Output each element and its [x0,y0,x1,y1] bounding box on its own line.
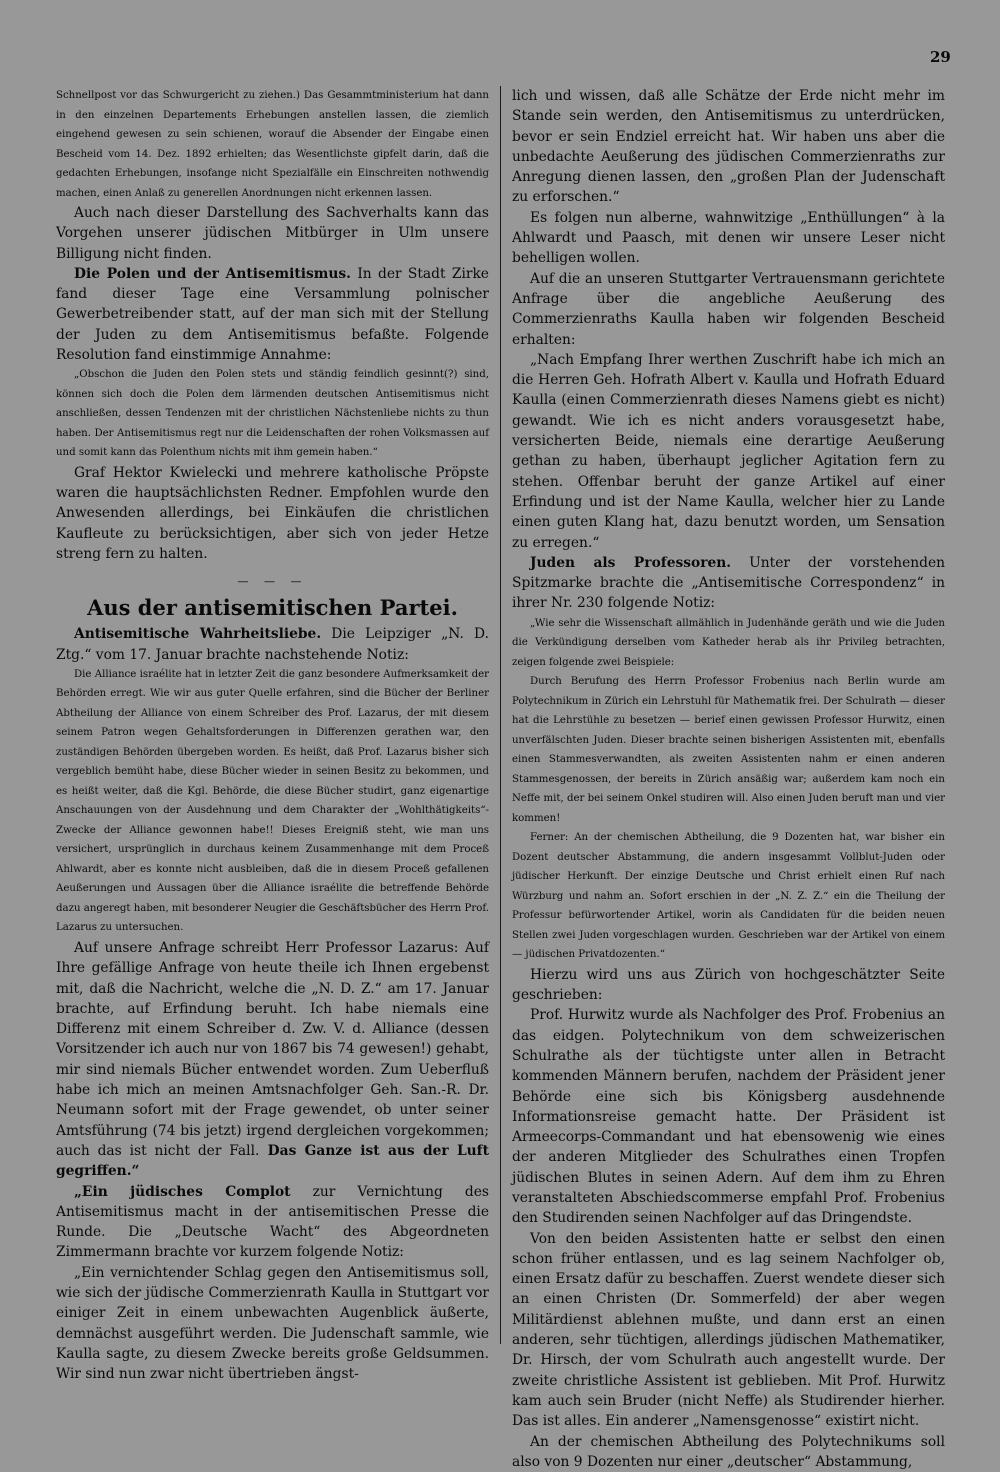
left-p3-heading: Die Polen und der Antisemitismus. [74,265,351,282]
left-p7-quote: Die Alliance israélite hat in letzter Zeit die ganz besondere Aufmerksamkeit der Behörden erregt. Wie wir aus guter Quelle erfahren, sind die Bücher der Berliner Abtheilung der Alliance von einem Schreiber des Prof. Lazarus, der mit diesem seinem Patron wegen Gehaltsforderungen in Differenzen gerathen war, den zuständigen Behörden übergeben worden. Es heißt, daß Prof. Lazarus bisher sich vergeblich bemüht habe, diese Bücher wieder in seinen Besitz zu bekommen, und es heißt weiter, daß die Kgl. Behörde, die diese Bücher studirt, ganz eigenartige Anschauungen von der Ausdehnung und dem Charakter der „Wohlthätigkeits“-Zwecke der Alliance gewonnen habe!! Dieses Ereigniß steht, wie man uns versichert, ursprünglich in durchaus keinem Zusammenhange mit dem Proceß Ahlwardt, aber es konnte nicht ausbleiben, daß die in diesem Proceß gefallenen Aeußerungen und Aussagen über die Alliance israélite die betreffende Behörde dazu angeregt haben, mit besonderer Neugier die Geschäftsbücher des Herrn Prof. Lazarus zu untersuchen. [56,668,489,934]
left-p4-quote: „Obschon die Juden den Polen stets und ständig feindlich gesinnt(?) sind, können sich doch die Polen dem lärmenden deutschen Antisemitismus nicht anschließen, dessen Tendenzen mit der christlichen Nächstenliebe nichts zu thun haben. Der Antisemitismus regt nur die Leidenschaften der rohen Volksmassen auf und somit kann das Polenthum nichts mit ihm gemein haben.“ [56,369,489,459]
left-p8-text: Auf unsere Anfrage schreibt Herr Professor Lazarus: Auf Ihre gefällige Anfrage von heute theile ich Ihnen ergebenst mit, daß die Nachricht, welche die „N. D. Z.“ am 17. Januar brachte, auf Erfindung beruht. Ich habe niemals eine Differenz mit einem Schreiber d. Zw. V. d. Alliance (dessen Vorsitzender ich auch nur von 1867 bis 74 gewesen!) gehabt, mir sind niemals Bücher entwendet worden. Zum Ueberfluß habe ich mich an meinen Amtsnachfolger Geh. San.-R. Dr. Neumann sofort mit der Frage gewendet, ob unter seiner Amtsführung (74 bis jetzt) irgend dergleichen vorgekommen; auch das ist nicht der Fall. [56,939,489,1159]
right-p7-quote: Durch Berufung des Herrn Professor Frobenius nach Berlin wurde am Polytechnikum in Zürich ein Lehrstuhl für Mathematik frei. Der Schulrath — dieser hat die Lehrstühle zu besetzen — berief einen gewissen Professor Hurwitz, einen unverfälschten Juden. Dieser brachte seinen bisherigen Assistenten mit, ebenfalls einen Stammesverwandten, als zweiten Assistenten nahm er einen anderen Stammesgenossen, der bereits in Zürich ansäßig war; außerdem kam noch ein Neffe mit, der bei seinem Onkel studiren will. Also einen Juden beruft man und vier kommen! [512,676,945,824]
right-p11: Von den beiden Assistenten hatte er selbst den einen schon früher entlassen, und es lag seinem Nachfolger ob, einen Ersatz dafür zu beschaffen. Zuerst wendete dieser sich an einen Christen (Dr. Sommerfeld) der aber wegen Militärdienst ablehnen mußte, und dann erst an einen anderen, sehr tüchtigen, allerdings jüdischen Mathematiker, Dr. Hirsch, der vom Schulrath auch angestellt wurde. Der zweite christliche Assistent ist geblieben. Mit Prof. Hurwitz kam auch sein Bruder (nicht Neffe) als Studirender hierher. Das ist alles. Ein anderer „Namensgenosse“ existirt nicht. [512,1230,945,1430]
right-p1: lich und wissen, daß alle Schätze der Erde nicht mehr im Stande sein werden, den Antisemitismus zu unterdrücken, bevor er sein Endziel erreicht hat. Wir haben uns aber die unbedachte Aeußerung des jüdischen Commerzienraths zur Anregung dienen lassen, den „großen Plan der Judenschaft zu erforschen.“ [512,88,945,206]
left-p2: Auch nach dieser Darstellung des Sachverhalts kann das Vorgehen unserer jüdischen Mitbürger in Ulm unsere Billigung nicht finden. [56,205,489,262]
right-p5-heading: Juden als Professoren. [530,554,732,571]
left-p6-text: Die Leipziger „N. D. Ztg.“ vom 17. Januar brachte nachstehende Notiz: [56,626,489,663]
left-p8-tail: Das Ganze ist aus der Luft gegriffen.“ [56,1142,489,1180]
left-p9 [56,1182,489,1263]
page-number: 29 [930,48,951,66]
right-p6-quote: „Wie sehr die Wissenschaft allmählich in Judenhände geräth und wie die Juden die Verkündigung derselben vom Katheder herab als ihr Privileg betrachten, zeigen folgende zwei Beispiele: [512,617,945,668]
right-p5-text: Unter der vorstehenden Spitzmarke brachte die „Antisemitische Correspondenz“ in ihrer Nr. 230 folgende Notiz: [512,554,946,612]
column-rule [500,86,501,1344]
right-p8-quote: Ferner: An der chemischen Abtheilung, die 9 Dozenten hat, war bisher ein Dozent deutscher Abstammung, die andern insgesammt Vollblut-Juden oder jüdischer Herkunft. Der einzige Deutsche und Christ erhielt einen Ruf nach Würzburg und nahm an. Sofort erschien in der „N. Z. Z.“ ein die Theilung der Professur befürwortender Artikel, worin als Candidaten für die beiden neuen Stellen zwei Juden vorgeschlagen wurden. Geschrieben war der Artikel von einem — jüdischen Privatdozenten.“ [512,832,945,961]
right-column [512,86,945,1472]
left-p8 [56,938,489,1182]
right-p10: Prof. Hurwitz wurde als Nachfolger des Prof. Frobenius an das eidgen. Polytechnikum von dem schweizerischen Schulrathe als der tüchtigste unter allen in Betracht kommenden Männern berufen, nachdem der Präsident jener Behörde eine sich bis Königsberg ausdehnende Informationsreise gemacht hatte. Der Präsident ist Armeecorps-Commandant und hat ebensowenig wie eines der anderen Mitglieder des Schulrathes einen Tropfen jüdischen Blutes in seinen Adern. Auf dem ihm zu Ehren veranstalteten Abschiedscommerse empfahl Prof. Frobenius den Studirenden seinen Nachfolger auf das Dringendste. [512,1007,945,1227]
left-p6-heading: Antisemitische Wahrheitsliebe. [74,626,322,643]
right-p4: „Nach Empfang Ihrer werthen Zuschrift habe ich mich an die Herren Geh. Hofrath Albert v. Kaulla und Hofrath Eduard Kaulla (einen Commerzienrath dieses Namens giebt es nicht) gewandt. Wie ich es nicht anders vorausgesetzt habe, versicherten Beide, niemals eine derartige Aeußerung gethan zu haben, überhaupt jeglicher Agitation fern zu stehen. Offenbar beruht der ganze Artikel auf einer Erfindung und ist der Name Kaulla, welcher hier zu Lande einen guten Klang hat, dazu benutzt worden, um Sensation zu erregen.“ [512,351,945,551]
left-p1: Schnellpost vor das Schwurgericht zu ziehen.) Das Gesammtministerium hat dann in den einzelnen Departements Erhebungen anstellen lassen, die ziemlich eingehend gewesen zu sein schienen, worauf die Absender der Eingabe einen Bescheid vom 14. Dez. 1892 erhielten; das Wesentlichste gipfelt darin, daß die gedachten Erhebungen, insofange nicht Spezialfälle ein Einschreiten nothwendig machen, einen Anlaß zu generellen Anordnungen nicht erkennen lassen. [56,90,489,199]
right-p12: An der chemischen Abtheilung des Polytechnikums soll also von 9 Dozenten nur einer „deutscher“ Abstammung, [512,1433,945,1470]
section-title: Aus der antisemitischen Partei. [87,595,458,621]
right-p9: Hierzu wird uns aus Zürich von hochgeschätzter Seite geschrieben: [512,966,945,1004]
right-p5 [512,553,945,614]
right-p3: Auf die an unseren Stuttgarter Vertrauensmann gerichtete Anfrage über die angebliche Aeußerung des Commerzienraths Kaulla haben wir folgenden Bescheid erhalten: [512,270,945,348]
section-divider: — — — [237,575,308,589]
right-p2: Es folgen nun alberne, wahnwitzige „Enthüllungen“ à la Ahlwardt und Paasch, mit denen wir unsere Leser nicht behelligen wollen. [512,209,945,267]
left-p9-heading: „Ein jüdisches Complot [74,1183,291,1200]
left-column [56,86,489,1384]
left-p3-text: In der Stadt Zirke fand dieser Tage eine Versammlung polnischer Gewerbetreibender statt, auf der man sich mit der Stellung der Juden zu dem Antisemitismus befaßte. Folgende Resolution fand einstimmige Annahme: [56,265,489,364]
left-p3 [56,264,489,365]
left-p6 [56,624,489,665]
left-p5: Graf Hektor Kwielecki und mehrere katholische Pröpste waren die hauptsächlichsten Redner. Empfohlen wurde den Anwesenden allerdings, bei Einkäufen die christlichen Kaufleute zu berücksichtigen, aber sich von jeder Hetze streng fern zu halten. [56,464,489,563]
left-p10: „Ein vernichtender Schlag gegen den Antisemitismus soll, wie sich der jüdische Commerzienrath Kaulla in Stuttgart vor einiger Zeit in einem unbewachten Augenblick äußerte, demnächst ausgeführt werden. Die Judenschaft sammle, wie Kaulla sagte, zu diesem Zwecke bereits große Geldsummen. Wir sind nun zwar nicht übertrieben ängst- [56,1264,489,1383]
left-p9-text: zur Vernichtung des Antisemitismus macht in der antisemitischen Presse die Runde. Die „Deutsche Wacht“ des Abgeordneten Zimmermann brachte vor kurzem folgende Notiz: [56,1183,489,1261]
